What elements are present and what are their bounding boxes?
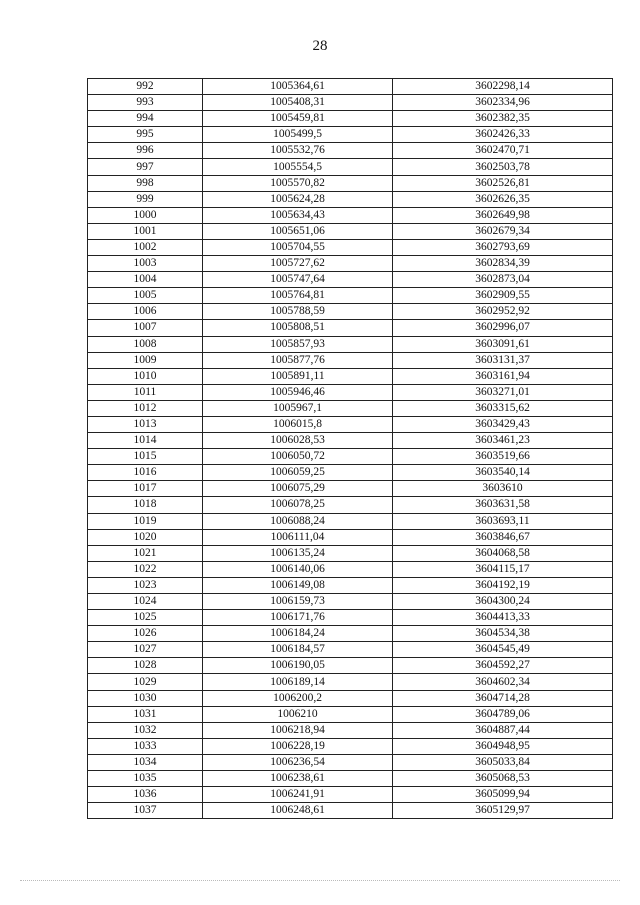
x-coordinate-cell: 1005808,51 bbox=[203, 320, 393, 336]
point-number-cell: 1013 bbox=[88, 416, 203, 432]
y-coordinate-cell: 3604602,34 bbox=[393, 674, 613, 690]
table-row bbox=[88, 384, 613, 400]
x-coordinate-cell: 1006149,08 bbox=[203, 577, 393, 593]
y-coordinate-cell: 3604115,17 bbox=[393, 561, 613, 577]
x-coordinate-cell: 1005788,59 bbox=[203, 304, 393, 320]
x-coordinate-cell: 1005634,43 bbox=[203, 207, 393, 223]
point-number-cell: 1037 bbox=[88, 803, 203, 819]
point-number-cell: 1024 bbox=[88, 594, 203, 610]
point-number-cell: 1003 bbox=[88, 256, 203, 272]
x-coordinate-cell: 1006135,24 bbox=[203, 545, 393, 561]
point-number-cell: 1010 bbox=[88, 368, 203, 384]
y-coordinate-cell: 3602679,34 bbox=[393, 223, 613, 239]
point-number-cell: 1005 bbox=[88, 288, 203, 304]
x-coordinate-cell: 1006078,25 bbox=[203, 497, 393, 513]
table-row bbox=[88, 400, 613, 416]
x-coordinate-cell: 1005764,81 bbox=[203, 288, 393, 304]
table-row bbox=[88, 207, 613, 223]
point-number-cell: 1001 bbox=[88, 223, 203, 239]
y-coordinate-cell: 3602334,96 bbox=[393, 95, 613, 111]
point-number-cell: 1023 bbox=[88, 577, 203, 593]
table-row bbox=[88, 191, 613, 207]
y-coordinate-cell: 3602952,92 bbox=[393, 304, 613, 320]
table-row bbox=[88, 223, 613, 239]
y-coordinate-cell: 3604534,38 bbox=[393, 626, 613, 642]
y-coordinate-cell: 3605068,53 bbox=[393, 771, 613, 787]
table-row bbox=[88, 111, 613, 127]
y-coordinate-cell: 3602626,35 bbox=[393, 191, 613, 207]
y-coordinate-cell: 3604887,44 bbox=[393, 722, 613, 738]
y-coordinate-cell: 3603519,66 bbox=[393, 449, 613, 465]
point-number-cell: 994 bbox=[88, 111, 203, 127]
y-coordinate-cell: 3602793,69 bbox=[393, 239, 613, 255]
x-coordinate-cell: 1005624,28 bbox=[203, 191, 393, 207]
y-coordinate-cell: 3603271,01 bbox=[393, 384, 613, 400]
x-coordinate-cell: 1006075,29 bbox=[203, 481, 393, 497]
point-number-cell: 1016 bbox=[88, 465, 203, 481]
point-number-cell: 997 bbox=[88, 159, 203, 175]
x-coordinate-cell: 1005704,55 bbox=[203, 239, 393, 255]
x-coordinate-cell: 1005747,64 bbox=[203, 272, 393, 288]
table-row bbox=[88, 288, 613, 304]
page-number: 28 bbox=[312, 38, 328, 54]
table-row bbox=[88, 159, 613, 175]
x-coordinate-cell: 1006248,61 bbox=[203, 803, 393, 819]
y-coordinate-cell: 3604068,58 bbox=[393, 545, 613, 561]
table-row bbox=[88, 465, 613, 481]
table-row bbox=[88, 706, 613, 722]
x-coordinate-cell: 1005857,93 bbox=[203, 336, 393, 352]
y-coordinate-cell: 3603131,37 bbox=[393, 352, 613, 368]
y-coordinate-cell: 3604545,49 bbox=[393, 642, 613, 658]
table-row bbox=[88, 127, 613, 143]
y-coordinate-cell: 3602649,98 bbox=[393, 207, 613, 223]
x-coordinate-cell: 1006210 bbox=[203, 706, 393, 722]
point-number-cell: 1006 bbox=[88, 304, 203, 320]
table-row bbox=[88, 481, 613, 497]
x-coordinate-cell: 1006015,8 bbox=[203, 416, 393, 432]
x-coordinate-cell: 1005532,76 bbox=[203, 143, 393, 159]
y-coordinate-cell: 3603429,43 bbox=[393, 416, 613, 432]
table-row bbox=[88, 561, 613, 577]
table-row bbox=[88, 771, 613, 787]
table-row bbox=[88, 529, 613, 545]
y-coordinate-cell: 3602834,39 bbox=[393, 256, 613, 272]
y-coordinate-cell: 3602873,04 bbox=[393, 272, 613, 288]
y-coordinate-cell: 3602470,71 bbox=[393, 143, 613, 159]
point-number-cell: 1017 bbox=[88, 481, 203, 497]
table-row bbox=[88, 722, 613, 738]
y-coordinate-cell: 3605033,84 bbox=[393, 754, 613, 770]
x-coordinate-cell: 1006236,54 bbox=[203, 754, 393, 770]
table-row bbox=[88, 352, 613, 368]
y-coordinate-cell: 3602382,35 bbox=[393, 111, 613, 127]
x-coordinate-cell: 1005651,06 bbox=[203, 223, 393, 239]
x-coordinate-cell: 1006190,05 bbox=[203, 658, 393, 674]
point-number-cell: 1034 bbox=[88, 754, 203, 770]
table-row bbox=[88, 336, 613, 352]
x-coordinate-cell: 1005499,5 bbox=[203, 127, 393, 143]
point-number-cell: 1026 bbox=[88, 626, 203, 642]
point-number-cell: 995 bbox=[88, 127, 203, 143]
y-coordinate-cell: 3604592,27 bbox=[393, 658, 613, 674]
y-coordinate-cell: 3604789,06 bbox=[393, 706, 613, 722]
x-coordinate-cell: 1006200,2 bbox=[203, 690, 393, 706]
point-number-cell: 1011 bbox=[88, 384, 203, 400]
bottom-divider bbox=[20, 880, 620, 881]
point-number-cell: 1015 bbox=[88, 449, 203, 465]
point-number-cell: 1022 bbox=[88, 561, 203, 577]
point-number-cell: 1004 bbox=[88, 272, 203, 288]
x-coordinate-cell: 1006088,24 bbox=[203, 513, 393, 529]
y-coordinate-cell: 3604714,28 bbox=[393, 690, 613, 706]
table-row bbox=[88, 594, 613, 610]
table-row bbox=[88, 787, 613, 803]
table-row bbox=[88, 320, 613, 336]
x-coordinate-cell: 1006140,06 bbox=[203, 561, 393, 577]
y-coordinate-cell: 3605129,97 bbox=[393, 803, 613, 819]
table-row bbox=[88, 497, 613, 513]
point-number-cell: 1030 bbox=[88, 690, 203, 706]
point-number-cell: 1008 bbox=[88, 336, 203, 352]
table-row bbox=[88, 642, 613, 658]
point-number-cell: 1002 bbox=[88, 239, 203, 255]
x-coordinate-cell: 1006050,72 bbox=[203, 449, 393, 465]
x-coordinate-cell: 1005459,81 bbox=[203, 111, 393, 127]
y-coordinate-cell: 3604413,33 bbox=[393, 610, 613, 626]
x-coordinate-cell: 1006111,04 bbox=[203, 529, 393, 545]
x-coordinate-cell: 1006184,57 bbox=[203, 642, 393, 658]
x-coordinate-cell: 1006159,73 bbox=[203, 594, 393, 610]
x-coordinate-cell: 1005364,61 bbox=[203, 79, 393, 95]
table-row bbox=[88, 513, 613, 529]
y-coordinate-cell: 3604948,95 bbox=[393, 738, 613, 754]
y-coordinate-cell: 3604300,24 bbox=[393, 594, 613, 610]
table-row bbox=[88, 674, 613, 690]
x-coordinate-cell: 1006059,25 bbox=[203, 465, 393, 481]
point-number-cell: 1012 bbox=[88, 400, 203, 416]
x-coordinate-cell: 1005554,5 bbox=[203, 159, 393, 175]
x-coordinate-cell: 1006184,24 bbox=[203, 626, 393, 642]
coordinates-table-body bbox=[88, 79, 613, 819]
point-number-cell: 1009 bbox=[88, 352, 203, 368]
x-coordinate-cell: 1005967,1 bbox=[203, 400, 393, 416]
table-row bbox=[88, 304, 613, 320]
y-coordinate-cell: 3602426,33 bbox=[393, 127, 613, 143]
point-number-cell: 1035 bbox=[88, 771, 203, 787]
x-coordinate-cell: 1006171,76 bbox=[203, 610, 393, 626]
table-row bbox=[88, 626, 613, 642]
x-coordinate-cell: 1005727,62 bbox=[203, 256, 393, 272]
table-row bbox=[88, 256, 613, 272]
x-coordinate-cell: 1006028,53 bbox=[203, 433, 393, 449]
point-number-cell: 993 bbox=[88, 95, 203, 111]
table-row bbox=[88, 79, 613, 95]
y-coordinate-cell: 3603461,23 bbox=[393, 433, 613, 449]
table-row bbox=[88, 95, 613, 111]
table-row bbox=[88, 449, 613, 465]
y-coordinate-cell: 3602996,07 bbox=[393, 320, 613, 336]
x-coordinate-cell: 1006189,14 bbox=[203, 674, 393, 690]
point-number-cell: 1031 bbox=[88, 706, 203, 722]
x-coordinate-cell: 1006218,94 bbox=[203, 722, 393, 738]
table-row bbox=[88, 368, 613, 384]
point-number-cell: 1036 bbox=[88, 787, 203, 803]
table-row bbox=[88, 272, 613, 288]
coordinates-table bbox=[87, 78, 613, 819]
x-coordinate-cell: 1006241,91 bbox=[203, 787, 393, 803]
y-coordinate-cell: 3602526,81 bbox=[393, 175, 613, 191]
x-coordinate-cell: 1005408,31 bbox=[203, 95, 393, 111]
y-coordinate-cell: 3603315,62 bbox=[393, 400, 613, 416]
x-coordinate-cell: 1005570,82 bbox=[203, 175, 393, 191]
point-number-cell: 1019 bbox=[88, 513, 203, 529]
point-number-cell: 1007 bbox=[88, 320, 203, 336]
table-row bbox=[88, 610, 613, 626]
y-coordinate-cell: 3605099,94 bbox=[393, 787, 613, 803]
table-row bbox=[88, 577, 613, 593]
table-row bbox=[88, 416, 613, 432]
table-row bbox=[88, 545, 613, 561]
point-number-cell: 1000 bbox=[88, 207, 203, 223]
y-coordinate-cell: 3603631,58 bbox=[393, 497, 613, 513]
y-coordinate-cell: 3602298,14 bbox=[393, 79, 613, 95]
table-row bbox=[88, 175, 613, 191]
y-coordinate-cell: 3603091,61 bbox=[393, 336, 613, 352]
point-number-cell: 1033 bbox=[88, 738, 203, 754]
point-number-cell: 1029 bbox=[88, 674, 203, 690]
y-coordinate-cell: 3603540,14 bbox=[393, 465, 613, 481]
point-number-cell: 1025 bbox=[88, 610, 203, 626]
point-number-cell: 1032 bbox=[88, 722, 203, 738]
y-coordinate-cell: 3604192,19 bbox=[393, 577, 613, 593]
x-coordinate-cell: 1006228,19 bbox=[203, 738, 393, 754]
point-number-cell: 1027 bbox=[88, 642, 203, 658]
table-row bbox=[88, 690, 613, 706]
y-coordinate-cell: 3603161,94 bbox=[393, 368, 613, 384]
table-row bbox=[88, 239, 613, 255]
table-row bbox=[88, 754, 613, 770]
point-number-cell: 998 bbox=[88, 175, 203, 191]
point-number-cell: 1020 bbox=[88, 529, 203, 545]
point-number-cell: 999 bbox=[88, 191, 203, 207]
y-coordinate-cell: 3602909,55 bbox=[393, 288, 613, 304]
table-row bbox=[88, 658, 613, 674]
point-number-cell: 992 bbox=[88, 79, 203, 95]
x-coordinate-cell: 1006238,61 bbox=[203, 771, 393, 787]
point-number-cell: 1014 bbox=[88, 433, 203, 449]
y-coordinate-cell: 3602503,78 bbox=[393, 159, 613, 175]
y-coordinate-cell: 3603693,11 bbox=[393, 513, 613, 529]
table-row bbox=[88, 738, 613, 754]
table-row bbox=[88, 803, 613, 819]
x-coordinate-cell: 1005946,46 bbox=[203, 384, 393, 400]
point-number-cell: 1018 bbox=[88, 497, 203, 513]
table-row bbox=[88, 143, 613, 159]
table-row bbox=[88, 433, 613, 449]
y-coordinate-cell: 3603846,67 bbox=[393, 529, 613, 545]
point-number-cell: 1028 bbox=[88, 658, 203, 674]
point-number-cell: 996 bbox=[88, 143, 203, 159]
y-coordinate-cell: 3603610 bbox=[393, 481, 613, 497]
x-coordinate-cell: 1005891,11 bbox=[203, 368, 393, 384]
point-number-cell: 1021 bbox=[88, 545, 203, 561]
x-coordinate-cell: 1005877,76 bbox=[203, 352, 393, 368]
